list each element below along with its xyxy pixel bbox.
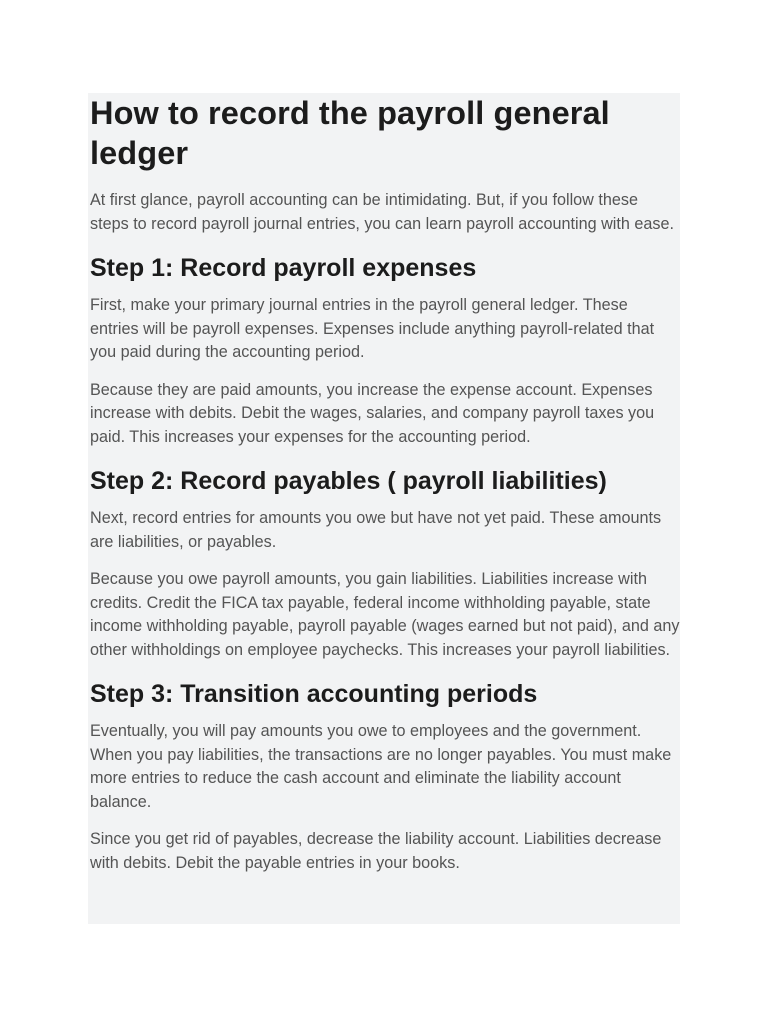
article-content [88,93,680,924]
step-1-heading: Step 1: Record payroll expenses [90,254,477,282]
step-3-paragraph-2: Since you get rid of payables, decrease the liability account. Liabilities decrease with debits. Debit the payable entries in your books. [90,830,662,872]
step-1-paragraph-2: Because they are paid amounts, you increase the expense account. Expenses increase with debits. Debit the wages, salaries, and company payroll taxes you paid. This increases your expenses for the accounting period. [90,380,655,446]
step-3-paragraph-1: Eventually, you will pay amounts you owe to employees and the government. When you pay liabilities, the transactions are no longer payables. You must make more entries to reduce the cash account and eliminate the liability account balance. [90,722,672,811]
step-1-paragraph-1: First, make your primary journal entries in the payroll general ledger. These entries will be payroll expenses. Expenses include anything payroll-related that you paid during the accounting period. [90,296,655,361]
step-2-heading: Step 2: Record payables ( payroll liabilities) [90,467,607,495]
step-2-paragraph-1: Next, record entries for amounts you owe but have not yet paid. These amounts are liabilities, or payables. [90,509,662,551]
step-3-heading: Step 3: Transition accounting periods [90,680,538,708]
step-2-paragraph-2: Because you owe payroll amounts, you gain liabilities. Liabilities increase with credits. Credit the FICA tax payable, federal income withholding payable, state income withholding payable, payroll payable (wages earned but not paid), and any other withholdings on employee paychecks. This increases your payroll liabilities. [90,570,680,659]
intro-paragraph: At first glance, payroll accounting can be intimidating. But, if you follow these steps to record payroll journal entries, you can learn payroll accounting with ease. [90,191,674,233]
article-title: How to record the payroll general ledger [90,95,610,171]
